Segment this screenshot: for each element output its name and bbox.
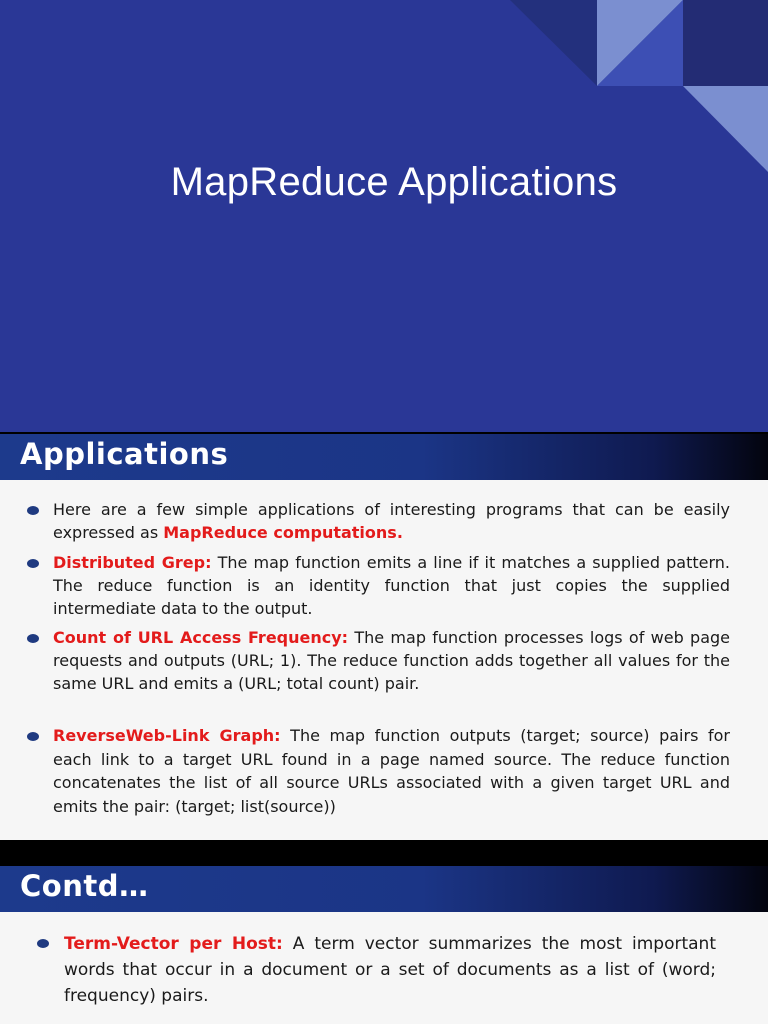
applications-slide [0, 434, 768, 840]
bullet-text: The map function emits a line if it matches a supplied pattern. The reduce function is an identity function that just copies the supplied intermediate data to the output. [53, 553, 731, 618]
bullet-icon [27, 732, 39, 741]
bullet-text: The map function outputs (target; source) pairs for each link to a target URL found in a page named source. The reduce function concatenates the list of all source URLs associated with a given target URL and emits the pair: (target; list(source)) [53, 726, 731, 816]
title-slide [0, 0, 768, 432]
slide-title: MapReduce Applications [170, 160, 618, 204]
bullet-icon [27, 559, 39, 568]
bullet-lead: Distributed Grep: [53, 553, 212, 572]
bullet-term-vector [64, 931, 716, 1009]
bullet-highlight: MapReduce computations. [163, 523, 403, 542]
heading-bar [0, 866, 768, 912]
bullet-icon [37, 939, 49, 948]
bullet-text: A term vector summarizes the most important words that occur in a document or a set of documents as a list of (word; frequency) pairs. [64, 934, 716, 1006]
heading-bar [0, 434, 768, 480]
slide-body [0, 912, 768, 1024]
slide-heading: Applications [20, 437, 229, 471]
bullet-icon [27, 634, 39, 643]
bullet-text: Here are a few simple applications of interesting programs that can be easily expressed as [53, 500, 730, 542]
bullet-lead: Term-Vector per Host: [64, 934, 283, 954]
bullet-intro [53, 498, 730, 544]
slide-body [0, 480, 768, 840]
bullet-icon [27, 506, 39, 515]
bullet-url-frequency [53, 626, 730, 695]
bullet-lead: Count of URL Access Frequency: [53, 628, 349, 647]
bullet-reverse-link-graph [53, 724, 730, 818]
slide-separator [0, 840, 768, 866]
slide-heading: Contd… [20, 869, 149, 903]
corner-decoration [0, 0, 768, 432]
bullet-lead: ReverseWeb-Link Graph: [53, 726, 281, 745]
bullet-text: The map function processes logs of web page requests and outputs (URL; 1). The reduce function adds together all values for the same URL and emits a (URL; total count) pair. [53, 628, 730, 693]
contd-slide [0, 866, 768, 1024]
bullet-distributed-grep [53, 551, 730, 620]
